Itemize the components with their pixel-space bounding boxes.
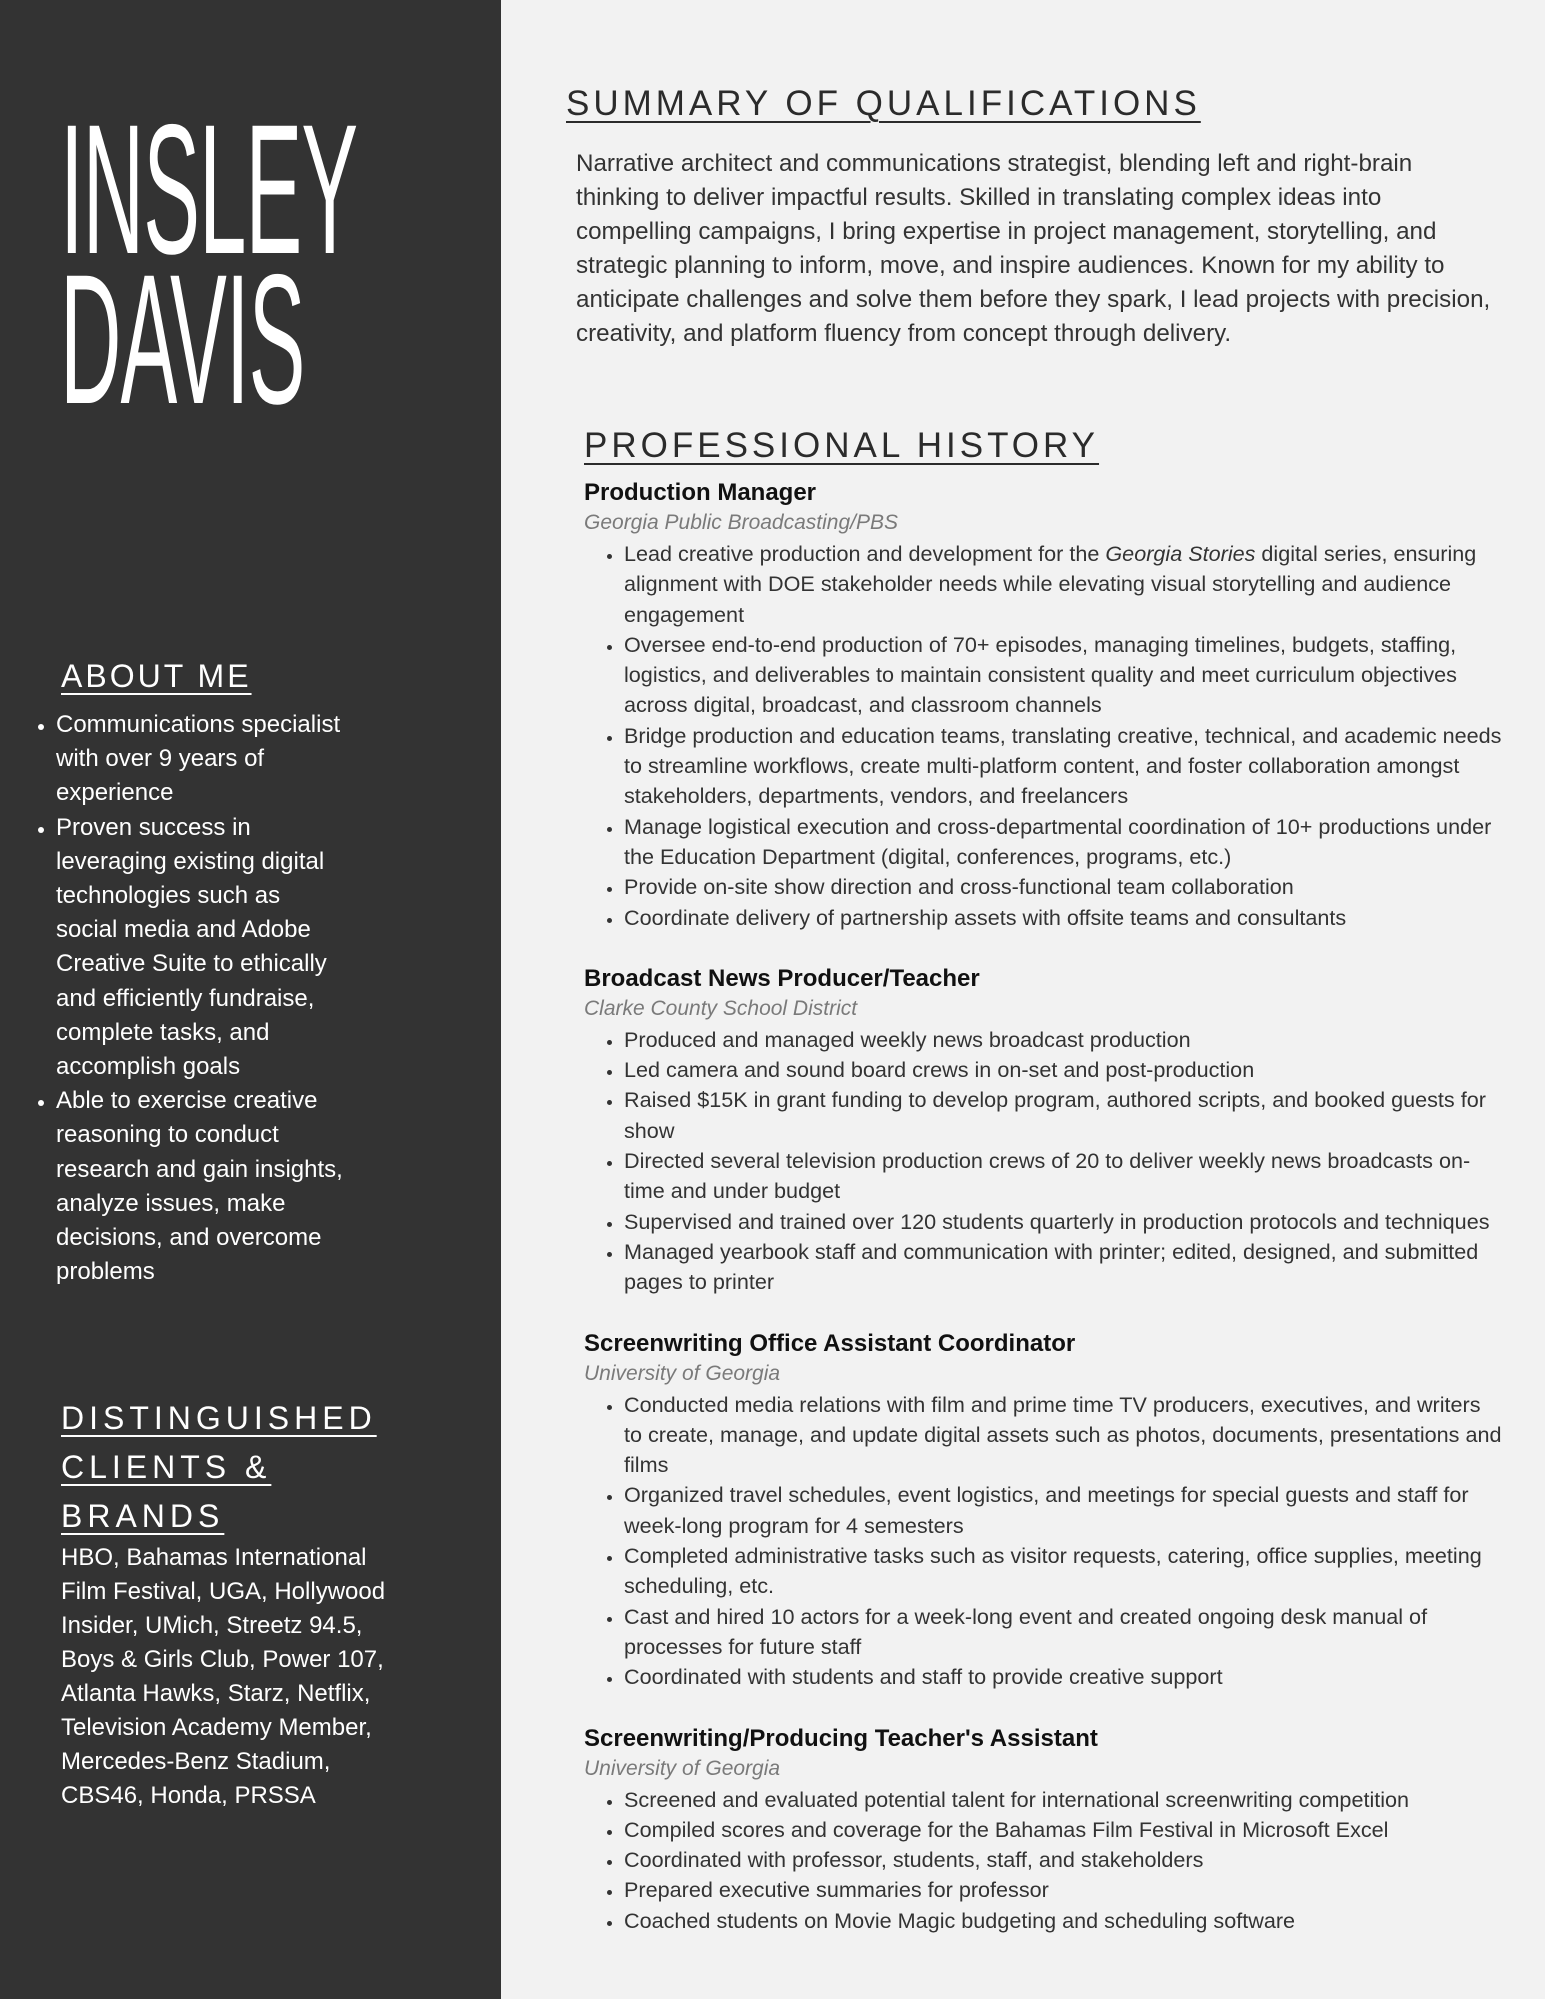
about-item: • Proven success in leveraging existing digital technologies such as social media and Adobe Creative Suite to ethically and efficiently fundraise, complete tasks, and accomplish goals	[56, 811, 346, 1085]
job-bullets	[584, 1390, 1504, 1693]
job-bullet: • Bridge production and education teams, translating creative, technical, and academic needs to streamline workflows, create multi-platform content, and foster collaboration amongst stakeholders, departments, vendors, and freelancers	[624, 721, 1504, 812]
about-list	[24, 708, 346, 1289]
name-last: DAVIS	[60, 237, 305, 443]
job-bullet: • Organized travel schedules, event logistics, and meetings for special guests and staff for week-long program for 4 semesters	[624, 1480, 1504, 1541]
job-bullet: • Directed several television production crews of 20 to deliver weekly news broadcasts on-time and under budget	[624, 1146, 1504, 1207]
bullet-text: digital series, ensuring alignment with DOE stakeholder needs while elevating visual storytelling and audience engagement	[624, 541, 1477, 627]
job-bullet: • Coached students on Movie Magic budgeting and scheduling software	[624, 1906, 1504, 1936]
professional-history	[584, 476, 1504, 1965]
job-bullet: • Produced and managed weekly news broadcast production	[624, 1025, 1504, 1055]
job-bullet: • Completed administrative tasks such as visitor requests, catering, office supplies, meeting scheduling, etc.	[624, 1541, 1504, 1602]
job-entry	[584, 962, 1504, 1298]
job-organization: Clarke County School District	[584, 996, 858, 1020]
job-bullet: • Conducted media relations with film and prime time TV producers, executives, and writers to create, manage, and update digital assets such as photos, documents, presentations and films	[624, 1390, 1504, 1481]
job-bullet: • Supervised and trained over 120 students quarterly in production protocols and techniques	[624, 1207, 1504, 1237]
job-bullet: • Managed yearbook staff and communication with printer; edited, designed, and submitted pages to printer	[624, 1237, 1504, 1298]
job-title: Production Manager	[584, 479, 817, 506]
job-bullet: • Compiled scores and coverage for the Bahamas Film Festival in Microsoft Excel	[624, 1815, 1504, 1845]
job-bullet: • Provide on-site show direction and cross-functional team collaboration	[624, 872, 1504, 902]
job-bullet	[624, 539, 1504, 630]
job-entry	[584, 1722, 1504, 1936]
candidate-name	[60, 87, 358, 443]
job-entry	[584, 1327, 1504, 1693]
series-title: Georgia Stories	[1105, 541, 1256, 566]
job-title: Broadcast News Producer/Teacher	[584, 964, 980, 992]
about-heading: ABOUT ME	[61, 658, 252, 694]
job-bullet: • Coordinated with professor, students, staff, and stakeholders	[624, 1845, 1504, 1875]
job-bullet: • Led camera and sound board crews in on-set and post-production	[624, 1055, 1504, 1085]
clients-heading: DISTINGUISHED CLIENTS & BRANDS	[61, 1400, 377, 1534]
job-bullets	[584, 1025, 1504, 1298]
about-item: • Able to exercise creative reasoning to conduct research and gain insights, analyze issues, make decisions, and overcome problems	[56, 1084, 346, 1289]
job-bullet: • Screened and evaluated potential talent for international screenwriting competition	[624, 1785, 1504, 1815]
job-bullet: • Prepared executive summaries for professor	[624, 1875, 1504, 1905]
job-bullet: • Coordinated with students and staff to provide creative support	[624, 1662, 1504, 1692]
job-title: Screenwriting Office Assistant Coordinator	[584, 1329, 1076, 1357]
name-first: INSLEY	[60, 87, 358, 293]
job-title: Screenwriting/Producing Teacher's Assistant	[584, 1724, 1098, 1752]
job-bullet: • Manage logistical execution and cross-departmental coordination of 10+ productions under the Education Department (digital, conferences, programs, etc.)	[624, 812, 1504, 873]
job-organization: University of Georgia	[584, 1361, 781, 1385]
job-bullets	[584, 539, 1504, 933]
summary-text: Narrative architect and communications strategist, blending left and right-brain thinking to deliver impactful results. Skilled in translating complex ideas into compelling campaigns, I bring expertise in project management, storytelling, and strategic planning to inform, move, and inspire audiences. Known for my ability to anticipate challenges and solve them before they spark, I lead projects with precision, creativity, and platform fluency from concept through delivery.	[576, 150, 1491, 347]
job-bullet: • Coordinate delivery of partnership assets with offsite teams and consultants	[624, 903, 1504, 933]
job-bullets	[584, 1785, 1504, 1936]
about-item: • Communications specialist with over 9 years of experience	[56, 708, 346, 811]
sidebar	[0, 0, 501, 1999]
job-entry	[584, 476, 1504, 933]
summary-heading: SUMMARY OF QUALIFICATIONS	[566, 84, 1201, 123]
job-bullet: • Raised $15K in grant funding to develop program, authored scripts, and booked guests for show	[624, 1085, 1504, 1146]
job-bullet: • Oversee end-to-end production of 70+ episodes, managing timelines, budgets, staffing, logistics, and deliverables to maintain consistent quality and meet curriculum objectives across digital, broadcast, and classroom channels	[624, 630, 1504, 721]
job-organization: University of Georgia	[584, 1756, 781, 1780]
job-bullet: • Cast and hired 10 actors for a week-long event and created ongoing desk manual of processes for future staff	[624, 1602, 1504, 1663]
clients-list: HBO, Bahamas International Film Festival, UGA, Hollywood Insider, UMich, Streetz 94.5, Boys & Girls Club, Power 107, Atlanta Hawks, Starz, Netflix, Television Academy Member, Mercedes-Benz Stadium, CBS46, Honda, PRSSA	[61, 1544, 386, 1809]
job-organization: Georgia Public Broadcasting/PBS	[584, 511, 899, 534]
history-heading: PROFESSIONAL HISTORY	[584, 426, 1100, 465]
bullet-text: Lead creative production and development for the	[624, 541, 1106, 566]
